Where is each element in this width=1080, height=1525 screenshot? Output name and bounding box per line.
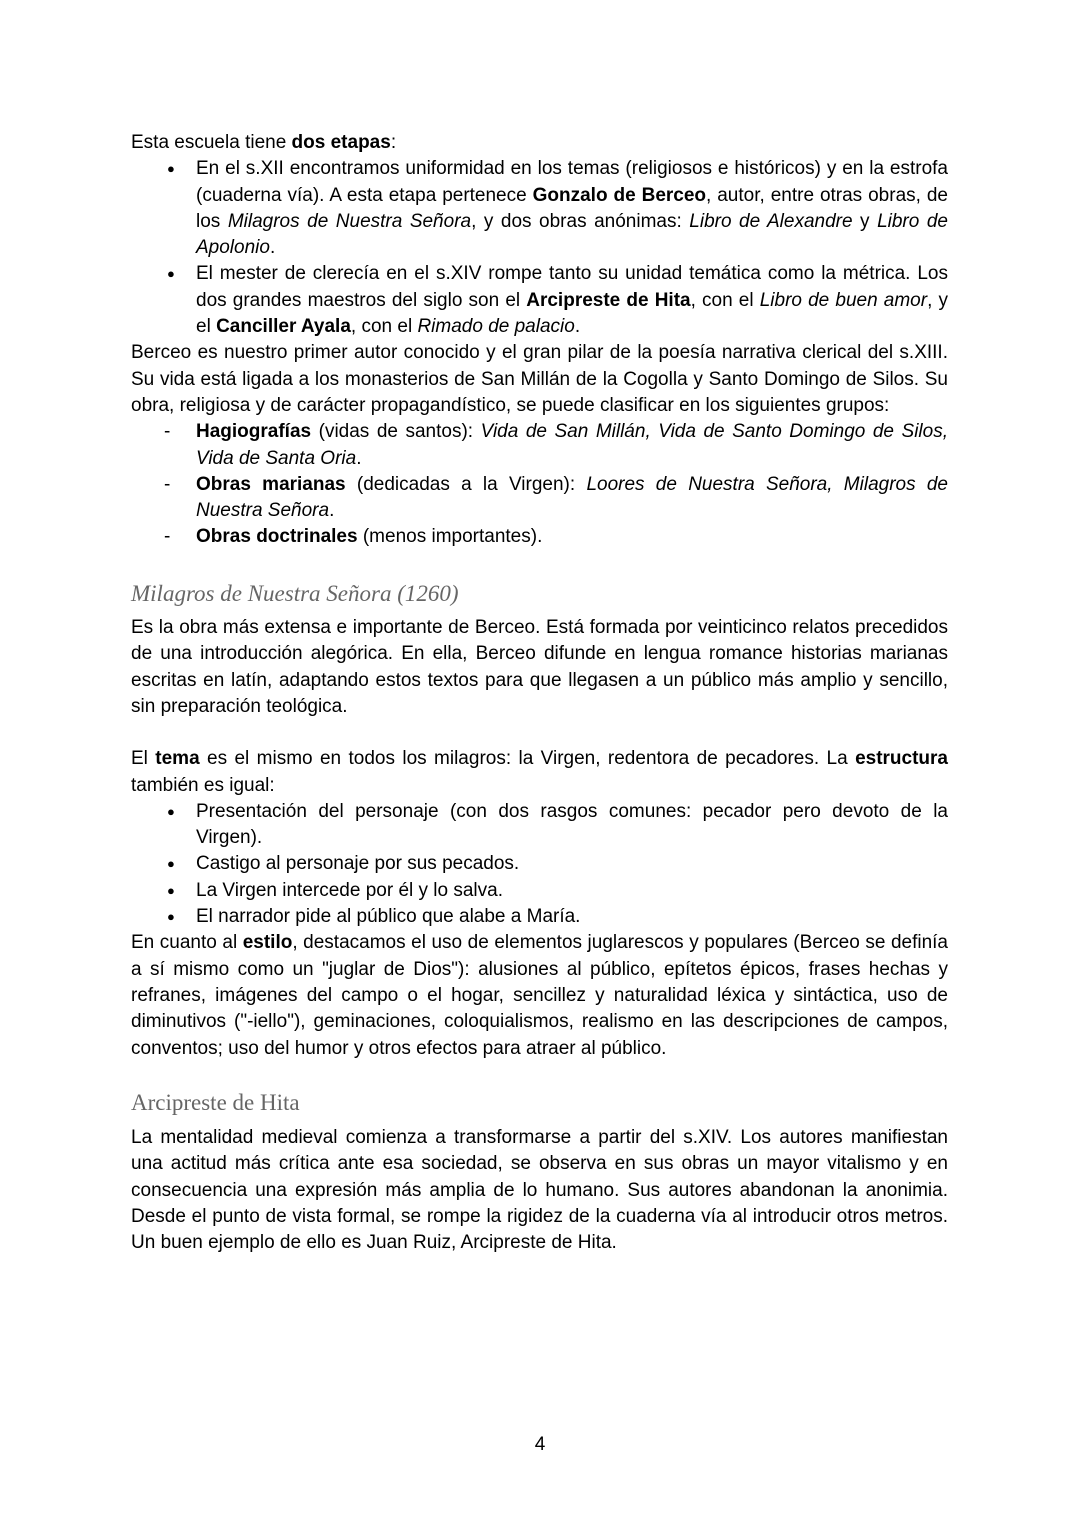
section-heading-arcipreste: Arcipreste de Hita bbox=[131, 1089, 300, 1115]
berceo-paragraph: Berceo es nuestro primer autor conocido y el gran pilar de la poesía narrativa clerical del s.XIII. Su vida está ligada a los monasterios de San Millán de la Cogolla y Santo Domingo de Silos. Su obra, religiosa y de carácter propagandístico, se puede clasificar en los siguientes grupos: bbox=[131, 342, 948, 416]
list-item: ● El mester de clerecía en el s.XIV rompe tanto su unidad temática como la métrica. Los dos grandes maestros del siglo son el Arcipreste de Hita, con el Libro de buen amor, y el Canciller Ayala, con el Rimado de palacio. bbox=[131, 261, 948, 340]
list-item: - Obras marianas (dedicadas a la Virgen): Loores de Nuestra Señora, Milagros de Nuestra Señora. bbox=[131, 472, 948, 525]
estructura-list bbox=[131, 799, 948, 930]
intro-line: Esta escuela tiene dos etapas: bbox=[131, 132, 397, 153]
milagros-paragraph-3: En cuanto al estilo, destacamos el uso de elementos juglarescos y populares (Berceo se definía a sí mismo como un "juglar de Dios"): alusiones al público, epítetos épicos, frases hechas y refranes, imágenes del campo o el hogar, sencillez y naturalidad léxica y sintáctica, uso de diminutivos ("-iello"), geminaciones, coloquialismos, realismo en las descripciones de campos, conventos; uso del humor y otros efectos para atraer al público. bbox=[131, 932, 948, 1059]
list-item: ● La Virgen intercede por él y lo salva. bbox=[131, 878, 948, 904]
paragraph-gap bbox=[131, 720, 948, 746]
grupos-list bbox=[131, 419, 948, 550]
etapas-list bbox=[131, 156, 948, 340]
list-item: ● Presentación del personaje (con dos rasgos comunes: pecador pero devoto de la Virgen). bbox=[131, 799, 948, 852]
document-body bbox=[131, 130, 948, 1257]
list-item: ● El narrador pide al público que alabe a María. bbox=[131, 904, 948, 930]
milagros-paragraph-2: El tema es el mismo en todos los milagros: la Virgen, redentora de pecadores. La estructura también es igual: bbox=[131, 748, 948, 796]
section-heading-milagros: Milagros de Nuestra Señora (1260) bbox=[131, 580, 459, 606]
page-number: 4 bbox=[534, 1434, 546, 1455]
list-item: ● En el s.XII encontramos uniformidad en los temas (religiosos e históricos) y en la estrofa (cuaderna vía). A esta etapa pertenece Gonzalo de Berceo, autor, entre otras obras, de los Milagros de Nuestra Señora, y dos obras anónimas: Libro de Alexandre y Libro de Apolonio. bbox=[131, 156, 948, 261]
list-item: - Obras doctrinales (menos importantes). bbox=[131, 524, 948, 550]
list-item: ● Castigo al personaje por sus pecados. bbox=[131, 851, 948, 877]
list-item: - Hagiografías (vidas de santos): Vida de San Millán, Vida de Santo Domingo de Silos, Vida de Santa Oria. bbox=[131, 419, 948, 472]
milagros-paragraph-1: Es la obra más extensa e importante de Berceo. Está formada por veinticinco relatos precedidos de una introducción alegórica. En ella, Berceo difunde en lengua romance historias marianas escritas en latín, adaptando estos textos para que llegasen a un público más amplio y sencillo, sin preparación teológica. bbox=[131, 617, 948, 717]
dos-etapas-bold: dos etapas bbox=[291, 132, 391, 153]
arcipreste-paragraph: La mentalidad medieval comienza a transformarse a partir del s.XIV. Los autores manifiestan una actitud más crítica ante esa sociedad, se observa en sus obras un mayor vitalismo y en consecuencia una expresión más amplia de lo humano. Sus autores abandonan la anonimia. Desde el punto de vista formal, se rompe la rigidez de la cuaderna vía al introducir otros metros. Un buen ejemplo de ello es Juan Ruiz, Arcipreste de Hita. bbox=[131, 1127, 948, 1254]
